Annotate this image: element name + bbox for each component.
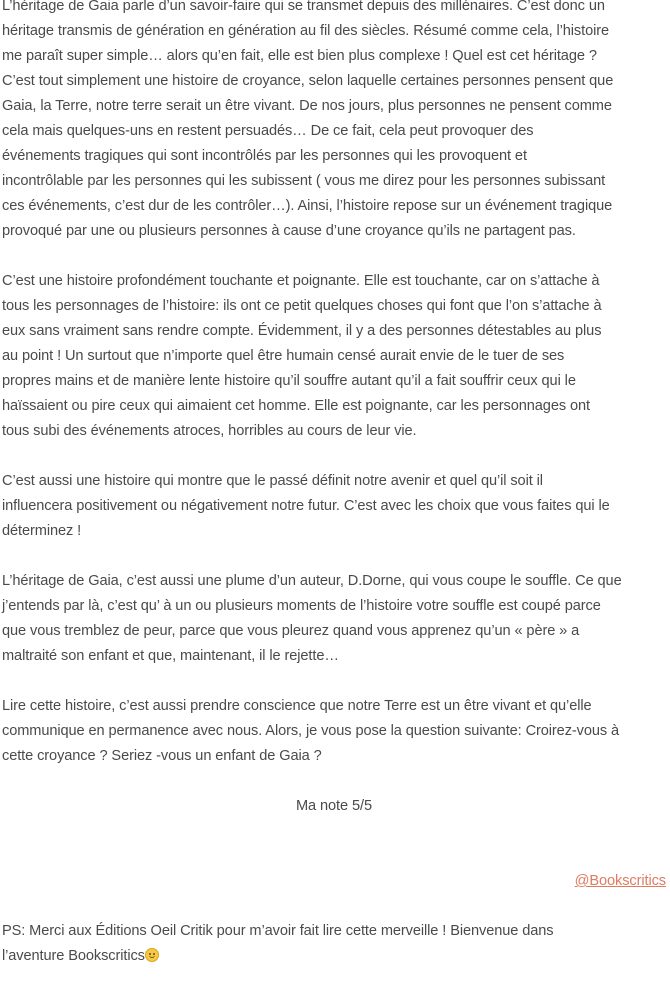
bookscritics-handle-link[interactable]: @Bookscritics	[574, 873, 666, 889]
rating-text: Ma note 5/5	[296, 798, 372, 814]
review-article	[2, 0, 666, 994]
review-paragraph-author: L’héritage de Gaia, c’est aussi une plume d’un auteur, D.Dorne, qui vous coupe le souffle. Ce que j’entends par là, c’est qu’ à un ou plusieurs moments de l’histoire votre souffle est coupé parce que vous tremblez de peur, parce que vous pleurez quand vous apprenez qu’un « père » a maltraité son enfant et que, maintenant, il le rejette…	[2, 573, 622, 664]
review-paragraph-emotions: C’est une histoire profondément touchante et poignante. Elle est touchante, car on s’attache à tous les personnages de l’histoire: ils ont ce petit quelques choses qui font que l’on s’attache à eux sans vraiment sans rendre compte. Évidemment, il y a des personnes détestables au plus au point ! Un surtout que n’importe quel être humain censé aurait envie de le tuer de ses propres mains et de manière lente histoire qu’il souffre autant qu’il a fait souffrir ceux qui le haïssaient ou pire ceux qui aimaient cet homme. Elle est poignante, car les personnages ont tous subi des événements atroces, horribles au cours de leur vie.	[2, 273, 602, 439]
handle-line	[2, 844, 666, 894]
review-paragraph-intro: L’héritage de Gaia parle d’un savoir-faire qui se transmet depuis des millénaires. C’est donc un héritage transmis de génération en génération au fil des siècles. Résumé comme cela, l’histoire me paraît super simple… alors qu’en fait, elle est bien plus complexe ! Quel est cet héritage ? C’est tout simplement une histoire de croyance, selon laquelle certaines personnes pensent que Gaia, la Terre, notre terre serait un être vivant. De nos jours, plus personnes ne pensent comme cela mais quelques-uns en restent persuadés… De ce fait, cela peut provoquer des événements tragiques qui sont incontrôlés par les personnes qui les provoquent et incontrôlable par les personnes qui les subissent ( vous me direz pour les personnes subissant ces événements, c’est dur de les contrôler…). Ainsi, l’histoire repose sur un événement tragique provoqué par une ou plusieurs personnes à cause d’une croyance qu’ils ne partagent pas.	[2, 0, 614, 239]
postscript	[2, 919, 666, 969]
smiling-face-icon	[145, 948, 159, 962]
postscript-text: PS: Merci aux Éditions Oeil Critik pour m’avoir fait lire cette merveille ! Bienvenue dans l’aventure Bookscritics	[2, 923, 554, 964]
review-paragraph-past-future: C’est aussi une histoire qui montre que le passé définit notre avenir et quel qu’il soit il influencera positivement ou négativement notre futur. C’est avec les choix que vous faites qui le déterminez !	[2, 473, 610, 539]
review-paragraph-conclusion: Lire cette histoire, c’est aussi prendre conscience que notre Terre est un être vivant et qu’elle communique en permanence avec nous. Alors, je vous pose la question suivante: Croirez-vous à cette croyance ? Seriez -vous un enfant de Gaia ?	[2, 698, 620, 764]
